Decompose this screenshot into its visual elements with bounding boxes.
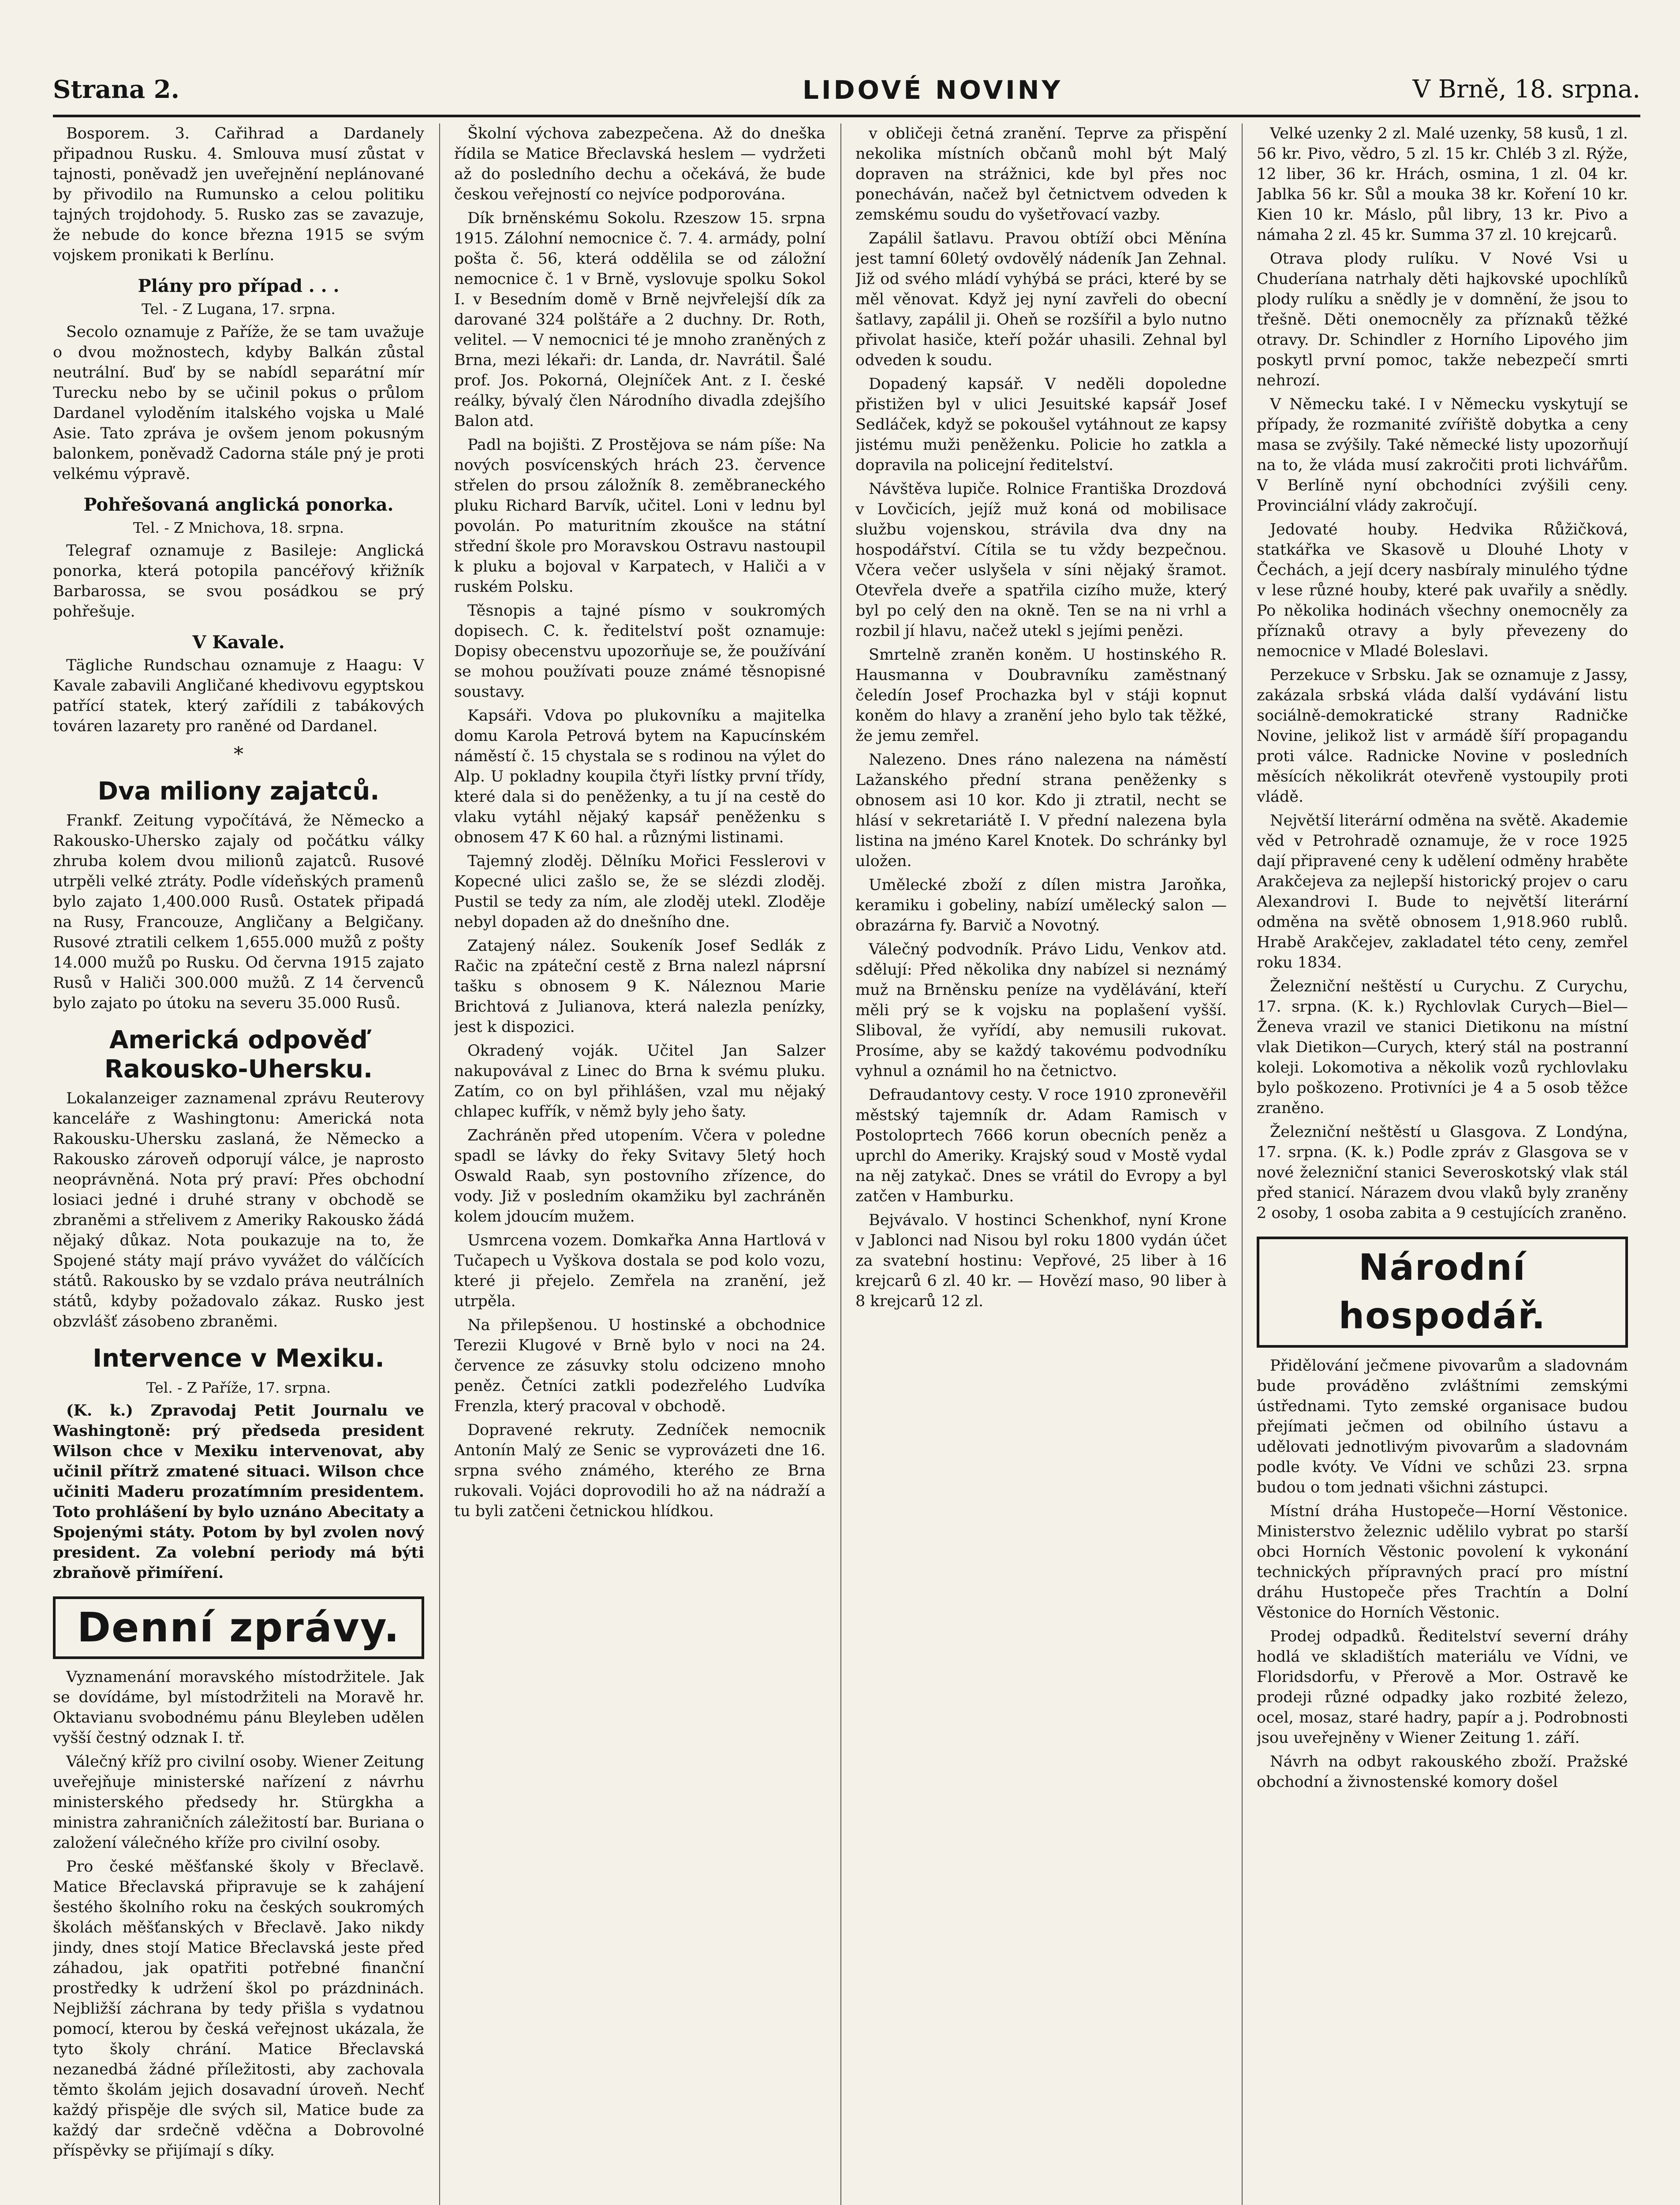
news-item: Zatajený nález. Soukeník Josef Sedlák z Račic na zpáteční cestě z Brna nalezl náprsní tašku s obnosem 9 K. Náleznou Marie Brichtová z Julianova, která nalezla penízky, jest k dispozici. [454,937,825,1036]
news-item: Tajemný zloděj. Dělníku Mořici Fesslerovi v Kopecné ulici zašlo se, že se slézdi zloděj. Pustil se tedy za ním, ale zloděj utekl. Zloděje nebyl dopaden až do dnešního dne. [454,852,825,931]
article-body: Secolo oznamuje z Paříže, že se tam uvažuje o dvou možnostech, kdyby Balkán zůstal neutrální. Buď by se nabídl separátní mír Turecku nebo by se učinil pokus o průlom Dardanel vyloděním italského vojska u Malé Asie. Tato zpráva je ovšem jenom pokusným balonkem, poněvadž Cadorna stále pný je proti velkému výpravě. [53,323,424,483]
news-item: Místní dráha Hustopeče—Horní Věstonice. Ministerstvo železnic udělilo vybrat po starší obci Horních Věstonic povolení k vykonání technických přípravných prací pro místní dráhu Hustopeče přes Trachtín a Dolní Věstonice do Horních Věstonic. [1257,1502,1628,1622]
news-item: Pro české měšťanské školy v Břeclavě. Matice Břeclavská připravuje se k zahájení šestého školního roku na českých soukromých školách měšťanských v Břeclavě. Jako nikdy jindy, dnes stojí Matice Břeclavská jeste před záhadou, jak opatřiti potřebné finanční prostředky k udržení škol po prázdninách. Nejbližší záchrana by tedy přišla s vydatnou pomocí, kterou by česká veřejnost ukázala, že tyto školy chrání. Matice Břeclavská nezanedbá žádné příležitosti, aby zachovala těmto školám jejich dosavadní úroveň. Nechť každý přispěje dle svých sil, Matice bude za každý dar srdečně vděčna a Dobrovolné příspěvky se přijímají s díky. [53,1858,424,2160]
column-1 [53,123,424,2205]
news-item: Železniční neštěstí u Glasgova. Z Londýna, 17. srpna. (K. k.) Podle zpráv z Glasgova se v nové železniční stanici Severoskotský vlak stál před stanicí. Nárazem dvou vlaků byly zraněny 2 osoby, 1 osoba zabita a 9 cestujících zraněno. [1257,1123,1628,1222]
article-headline-large: Intervence v Mexiku. [93,1344,385,1373]
news-item: Těsnopis a tajné písmo v soukromých dopisech. C. k. ředitelství pošt oznamuje: Dopisy obecenstvu upozorňuje se, že používání se mohou používati pouze známé těsnopisné soustavy. [454,602,825,701]
news-item: Umělecké zboží z dílen mistra Jaroňka, keramiku i gobeliny, nabízí umělecký salon — obrazárna fy. Barvič a Novotný. [855,876,1227,934]
paper-title: LIDOVÉ NOVINY [803,75,1063,105]
article-body: Lokalanzeiger zaznamenal zprávu Reuterovy kanceláře z Washingtonu: Americká nota Rakousku-Uhersku zaslaná, že Německo a Rakousko zároveň odporují válce, je naprosto neoprávněná. Nota prý praví: Přes obchodní losiaci jedné i druhé strany v obchodě se zbraněmi a střelivem z Ameriky Rakousko žádá nějaký důkaz. Nota poukazuje na to, že Spojené státy mají právo vyvážet do válčících států. Rakousko by se vzdalo práva neutrálních států, kdyby požadovalo zákaz. Rusko jest obzvlášť zásobeno zbraněmi. [53,1090,424,1330]
news-item: Návrh na odbyt rakouského zboží. Pražské obchodní a živnostenské komory došel [1257,1753,1628,1791]
article-dateline: Tel. - Z Mnichova, 18. srpna. [133,519,344,536]
separator-star: * [234,743,243,766]
article-body: (K. k.) Zpravodaj Petit Journalu ve Washingtoně: prý předseda president Wilson chce v Mexiku intervenovat, aby učinil přítrž zmatené situaci. Wilson chce učiniti Maderu prozatímním presidentem. Toto prohlášení by bylo uznáno Abecitaty a Spojenými státy. Potom by byl zvolen nový president. Za volební periody má býti zbraňově přimíření. [53,1401,424,1582]
news-item: Zapálil šatlavu. Pravou obtíží obci Měnína jest tamní 60letý ovdovělý nádeník Jan Zehnal. Již od svého mládí vyhýbá se práci, které by se měl věnovat. Když jej nyní zavřeli do obecní šatlavy, zapálil ji. Oheň se rozšířil a bylo nutno přivolat hasiče, kteří požár uhasili. Zehnal byl odveden k soudu. [855,230,1227,369]
news-item: Perzekuce v Srbsku. Jak se oznamuje z Jassy, zakázala srbská vláda další vydávání listu sociálně-demokratické strany Radničke Novine, jelikož list v armádě šíří propagandu proti válce. Radnicke Novine v posledních měsících několikrát otevřeně vystoupily proti vládě. [1257,666,1628,806]
article-body: Telegraf oznamuje z Basileje: Anglická ponorka, která potopila pancéřový křižník Barbarossa, se svou posádkou se prý pohřešuje. [53,542,424,620]
column-3 [855,123,1227,2205]
article-headline: Pohřešovaná anglická ponorka. [83,494,394,515]
news-item: Bejvávalo. V hostinci Schenkhof, nyní Krone v Jablonci nad Nisou byl roku 1800 vydán účet za svatební hostinu: Vepřové, 25 liber à 16 krejcarů 6 zl. 40 kr. — Hovězí maso, 90 liber à 8 krejcarů 12 zl. [855,1211,1227,1310]
column-divider [1242,123,1243,2205]
article-headline-large: Americká odpověď Rakousko-Uhersku. [104,1026,373,1084]
news-item: Vyznamenání moravského místodržitele. Jak se dovídáme, byl místodržiteli na Moravě hr. Oktavianu svobodnému pánu Bleyleben udělen vyšší čestný odznak I. tř. [53,1668,424,1747]
news-item: Návštěva lupiče. Rolnice Františka Drozdová v Lovčicích, jejíž muž koná od mobilisace službu vojenskou, strávila dva dny na hospodářství. Cítila se tu vždy bezpečnou. Včera večer uslyšela v síni nějaký šramot. Otevřela dveře a spatřila cizího muže, který byl po celý den na okně. Ten se na ni vrhl a rozbil jí hlavu, načež utekl s jejími penězi. [855,480,1227,640]
news-item: Padl na bojišti. Z Prostějova se nám píše: Na nových posvícenských hrách 23. července střelen do prsou záložník 8. zeměbraneckého pluku Richard Barvík, učitel. Loni v lednu byl povolán. Po maturitním zkoušce na státní střední škole pro Moravskou Ostravu nastoupil k pluku a bojoval v Karpatech, v Haliči a v ruském Polsku. [454,436,825,596]
issue-date: V Brně, 18. srpna. [1412,75,1640,104]
news-item: Okradený voják. Učitel Jan Salzer nakupovával z Linec do Brna k svému pluku. Zatím, co on byl přihlášen, vzal mu nějaký chlapec kufřík, v němž byly jeho šaty. [454,1042,825,1121]
news-item: Usmrcena vozem. Domkařka Anna Hartlová v Tučapech u Vyškova dostala se pod kolo vozu, které ji přejelo. Zemřela na zranění, jež utrpěla. [454,1232,825,1310]
news-item: Přidělování ječmene pivovarům a sladovnám bude prováděno zvláštními zemskými ústřednami. Tyto zemské organisace budou přejímati ječmen od obilního ústavu a udělovati jednotlivým pivovarům a sladovnám podle kvóty. Ve Vídni ve schůzi 23. srpna budou o tom jednati všichni zástupci. [1257,1357,1628,1496]
column-divider [439,123,440,2205]
news-item: Na přilepšenou. U hostinské a obchodnice Terezii Klugové v Brně bylo v noci na 24. července ze zásuvky stolu odcizeno mnoho peněz. Četníci zatkli podezřelého Ludvíka Frenzla, který pracoval v obchodě. [454,1316,825,1415]
news-item: V Německu také. I v Německu vyskytují se případy, že rozmanité zvířiště dobytka a ceny masa se zvýšily. Také německé listy upozorňují na to, že vláda musí zakročiti proti lichvářům. V Berlíně nyní obchodníci zvýšili ceny. Provinciální vlády zakročují. [1257,396,1628,515]
column-4 [1257,123,1628,2205]
column-divider [840,123,841,2205]
news-item: Otrava plody rulíku. V Nové Vsi u Chuderíana natrhaly děti hajkovské upochlíků plody rulíku a snědly je v domnění, že jsou to třešně. Děti onemocněly za příznaků těžké otravy. Dr. Schindler z Horního Lipového jim poskytl první pomoc, takže nebezpečí smrti nehrozí. [1257,250,1628,389]
article-body: Frankf. Zeitung vypočítává, že Německo a Rakousko-Uhersko zajaly od počátku války zhruba kolem dvou milionů zajatců. Rusové utrpěli velké ztráty. Podle vídeňských pramenů bylo zajato 1,400.000 Rusů. Ostatek připadá na Rusy, Francouze, Angličany a Belgičany. Rusové ztratili celkem 1,655.000 mužů z pošty 14.000 mužů po Rusku. Od června 1915 zajato Rusů v Haliči 300.000 mužů. Z 14 červenců bylo zajato po útoku na severu 35.000 Rusů. [53,812,424,1012]
news-item: Zachráněn před utopením. Včera v poledne spadl se lávky do řeky Svitavy 5letý hoch Oswald Raab, syn postovního zřízence, do vody. Již v posledním okamžiku byl zachráněn kolem jdoucím mužem. [454,1127,825,1226]
news-item: Nalezeno. Dnes ráno nalezena na náměstí Lažanského přední strana peněženky s obnosem asi 10 kor. Kdo ji ztratil, necht se hlásí v sekretariátě I. V přední nalezena byla listina na jméno Karel Knotek. Do schránky byl uložen. [855,751,1227,870]
section-heading-denni-zpravy: Denní zprávy. [53,1596,424,1659]
news-item: Kapsáři. Vdova po plukovníku a majitelka domu Karola Petrová bytem na Kapucínském náměstí č. 15 chystala se s rodinou na výlet do Alp. U pokladny koupila čtyři lístky první třídy, které dala si do peněženky, a tu jí na cestě do vlaku vytáhl nějaký kapsář peněženku s obnosem 47 K 60 hal. a různými listinami. [454,707,825,846]
article-dateline: Tel. - Z Paříže, 17. srpna. [146,1379,331,1396]
news-item: Smrtelně zraněn koněm. U hostinského R. Hausmanna v Doubravníku zaměstnaný čeledín Josef Prochazka byl v stáji kopnut koněm do hlavy a zranění jeho bylo tak těžké, že jemu zemřel. [855,646,1227,745]
news-item: Jedovaté houby. Hedvika Růžičková, statkářka ve Skasově u Dlouhé Lhoty v Čechách, a její dcery nasbíraly minulého týdne v lese různé houby, které pak uvařily a snědly. Po několika hodinách všechny onemocněly za příznaků otravy a byly převezeny do nemocnice v Mladé Boleslavi. [1257,521,1628,660]
article-continuation: Školní výchova zabezpečena. Až do dneška řídila se Matice Břeclavská heslem — vydržeti až do posledního dechu a očekává, že bude českou veřejností co nejvíce podporována. [454,125,825,203]
news-item: Dík brněnskému Sokolu. Rzeszow 15. srpna 1915. Zálohní nemocnice č. 7. 4. armády, polní pošta č. 56, která oddělila se od záložní nemocnice č. 1 v Brně, vyslovuje spolku Sokol I. v Besedním domě v Brně nejvřelejší dík za darované 324 polštáře a 2 duchny. Dr. Roth, velitel. — V nemocnici té je mnoho zraněných z Brna, mezi lékaři: dr. Landa, dr. Navrátil. Šalé prof. Jos. Pokorná, Olejníček Ant. z I. české reálky, bývalý člen Národního divadla zdejšího Balon atd. [454,209,825,430]
article-continuation: Velké uzenky 2 zl. Malé uzenky, 58 kusů, 1 zl. 56 kr. Pivo, vědro, 5 zl. 15 kr. Chléb 3 zl. Rýže, 12 liber, 36 kr. Hrách, osmina, 1 zl. 04 kr. Jablka 56 kr. Sůl a mouka 38 kr. Koření 10 kr. Kien 10 kr. Máslo, půl libry, 13 kr. Pivo a námaha 2 zl. 45 kr. Summa 37 zl. 10 krejcarů. [1257,125,1628,244]
article-body: Tägliche Rundschau oznamuje z Haagu: V Kavale zabavili Angličané khedivovu egyptskou patřící statek, který zařídili z tabákových továren lazarety pro raněné od Dardanel. [53,657,424,735]
article-continuation: v obličeji četná zranění. Teprve za přispění nekolika místních občanů mohl být Malý dopraven na strážnici, kde byl přes noc ponecháván, načež byl četnictvem odveden k zemskému soudu do vyšetřovací vazby. [855,125,1227,224]
news-item: Dopravené rekruty. Zedníček nemocnik Antonín Malý ze Senic se vyprovázeti dne 16. srpna svého známého, kterého ze Brna rukovali. Vojáci doprovodili ho až na nádraží a tu byli zatčeni četnickou hlídkou. [454,1421,825,1520]
section-heading-narodni-hospodar: Národní hospodář. [1257,1237,1628,1348]
masthead [53,66,1640,117]
news-item: Dopadený kapsář. V neděli dopoledne přistižen byl v ulici Jesuitské kapsář Josef Sedláček, když se pokoušel vytáhnout ze kapsy jistému muži peněženku. Policie ho zatkla a dopravila na policejní ředitelství. [855,375,1227,474]
article-dateline: Tel. - Z Lugana, 17. srpna. [142,300,336,318]
article-continuation: Bosporem. 3. Cařihrad a Dardanely připadnou Rusku. 4. Smlouva musí zůstat v tajnosti, poněvadž jen uveřejnění neplánované by přivodilo na Rumunsko a celou politiku tajných trojdohody. 5. Rusko zas se zavazuje, že nebude do konce března 1915 se svým vojskem pronikati k Berlínu. [53,125,424,264]
news-item: Prodej odpadků. Ředitelství severní dráhy hodlá ve skladištích materiálu ve Vídni, ve Floridsdorfu, v Přerově a Mor. Ostravě ke prodeji různé odpadky jako rozbité železo, ocel, mosaz, staré hadry, papír a j. Podrobnosti jsou uveřejněny v Wiener Zeitung 1. září. [1257,1628,1628,1747]
page-number: Strana 2. [53,75,180,104]
news-item: Defraudantovy cesty. V roce 1910 zpronevěřil městský tajemník dr. Adam Ramisch v Postoloprtech 7666 korun obecních peněz a uprchl do Ameriky. Krajský soud v Mostě vydal na něj zatykač. Dnes se vrátil do Evropy a byl zatčen v Hamburku. [855,1086,1227,1205]
article-headline: V Kavale. [192,632,285,653]
article-headline: Plány pro případ . . . [138,276,340,296]
article-headline-large: Dva miliony zajatců. [97,777,380,806]
news-item: Válečný podvodník. Právo Lidu, Venkov atd. sdělují: Před několika dny nabízel si neznámý muž na Brněnsku peníze na vydělávání, kteří měli prý se k vojsku na poplašení vyšší. Sliboval, že vyřídí, aby nemusili rukovat. Prosíme, aby se každý takovému podvodníku vyhnul a oznámil ho na četnictvo. [855,941,1227,1080]
column-2 [454,123,825,2205]
news-item: Největší literární odměna na světě. Akademie věd v Petrohradě oznamuje, že v roce 1925 dají připravené ceny k udělení odměny hraběte Arakčejeva za nejlepší historický projev o caru Alexandrovi I. Bude to největší literární odměna na světě obnosem 1,918.960 rublů. Hrabě Arakčejev, zakladatel této ceny, zemřel roku 1834. [1257,812,1628,972]
news-item: Válečný kříž pro civilní osoby. Wiener Zeitung uveřejňuje ministerské nařízení z návrhu ministerského předsedy hr. Stürgkha a ministra zahraničních záležitostí bar. Buriana o založení válečného kříže pro civilní osoby. [53,1753,424,1852]
news-item: Železniční neštěstí u Curychu. Z Curychu, 17. srpna. (K. k.) Rychlovlak Curych—Biel—Ženeva vrazil ve stanici Dietikonu na místní vlak Dietikon—Curych, který stál na postranní koleji. Lokomotiva a několik vozů rychlovlaku bylo poškozeno. Protivníci je 4 a 5 osob těžce zraněno. [1257,978,1628,1117]
